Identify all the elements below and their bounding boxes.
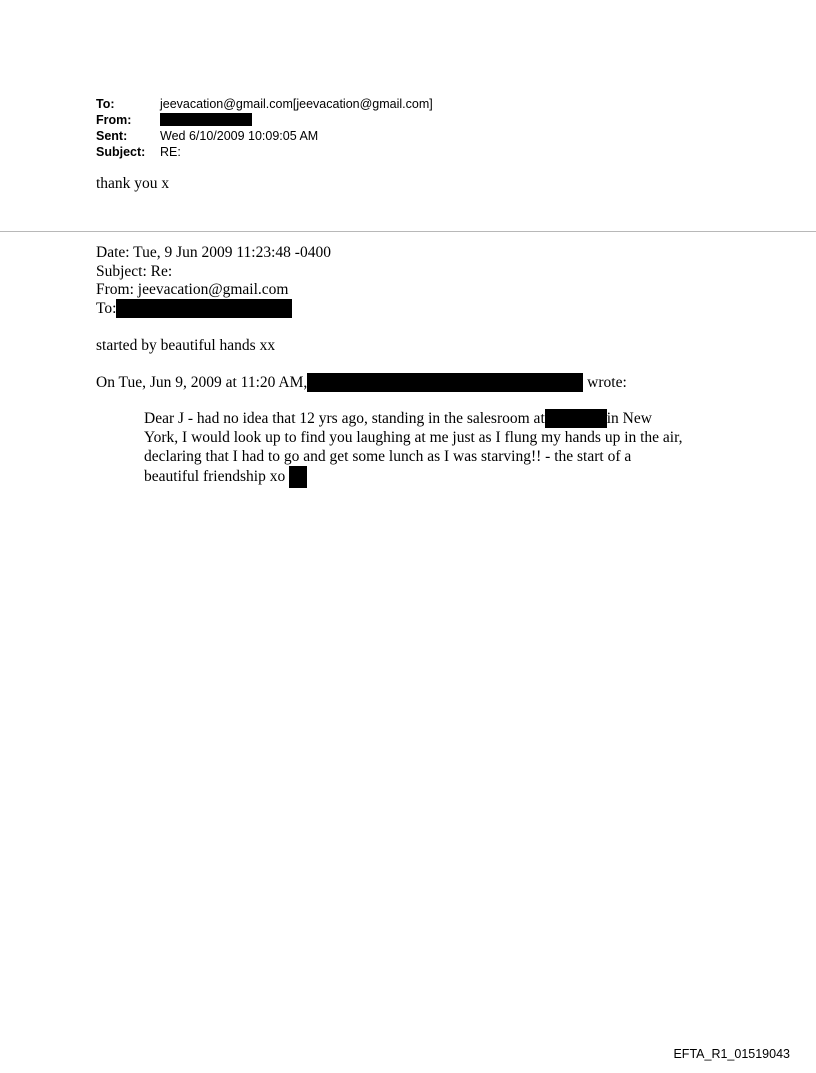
quoted-body: started by beautiful hands xx [96, 337, 276, 354]
from-row [96, 112, 433, 128]
to-label: To: [96, 97, 115, 111]
subject-value: RE: [160, 145, 181, 159]
subject-label: Subject: [96, 145, 146, 159]
attribution-prefix: On Tue, Jun 9, 2009 at 11:20 AM, [96, 374, 308, 391]
quote-part2: in New York, I would look up to find you laughing at me just as I flung my hands up in the air, declaring that I had to go and get some lunch as I was starving!! - the start of a beautiful friendship xo [144, 410, 683, 485]
from-label: From: [96, 113, 132, 127]
quoted-subject: Subject: Re: [96, 263, 173, 280]
from-redaction [160, 113, 252, 126]
reply-body: thank you x [96, 175, 170, 192]
message-divider [0, 231, 816, 232]
quote-redaction-signature [289, 466, 307, 488]
to-row [96, 96, 433, 112]
subject-row [96, 144, 433, 160]
sent-row [96, 128, 433, 144]
quoted-to-label: To: [96, 300, 117, 317]
quoted-message [144, 409, 684, 488]
quote-part1: Dear J - had no idea that 12 yrs ago, standing in the salesroom at [144, 410, 545, 427]
attribution-line [96, 373, 627, 392]
sent-value: Wed 6/10/2009 10:09:05 AM [160, 129, 319, 143]
document-id: EFTA_R1_01519043 [673, 1047, 790, 1061]
quoted-to-redaction [116, 299, 292, 318]
quoted-to-row [96, 299, 292, 318]
sent-label: Sent: [96, 129, 128, 143]
to-value: jeevacation@gmail.com[jeevacation@gmail.com] [160, 97, 433, 111]
attribution-suffix: wrote: [587, 374, 627, 391]
quoted-from: From: jeevacation@gmail.com [96, 281, 289, 298]
quote-redaction-venue [545, 409, 607, 428]
email-header [96, 96, 433, 160]
attribution-redaction [307, 373, 583, 392]
quoted-date: Date: Tue, 9 Jun 2009 11:23:48 -0400 [96, 244, 331, 261]
